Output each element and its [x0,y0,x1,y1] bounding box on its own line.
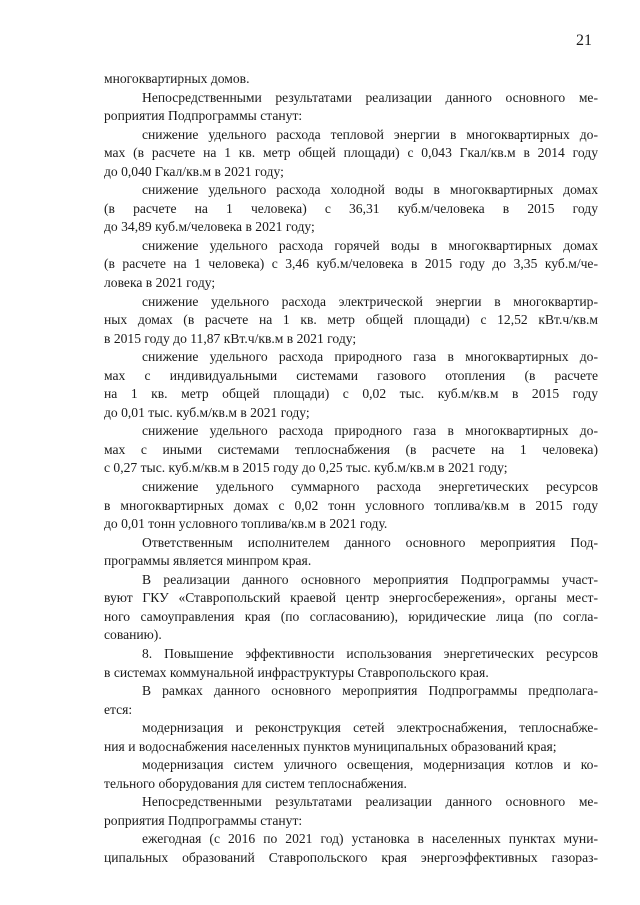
text-line: (в расчете на 1 человека) с 36,31 куб.м/человека в 2015 году [104,200,598,216]
text-line: вуют ГКУ «Ставропольский краевой центр энергосбережения», органы мест- [104,590,598,606]
text-line: сованию). [104,627,162,643]
text-line: многоквартирных домов. [104,71,250,86]
text-line: ципальных образований Ставропольского края энергоэффективных газораз- [104,849,598,865]
text-line: до 0,01 тыс. куб.м/кв.м в 2021 году; [104,404,310,420]
text-line: снижение удельного расхода природного газа в многоквартирных до- [142,349,598,365]
text-line: ния и водоснабжения населенных пунктов муниципальных образований края; [104,738,557,754]
text-line: роприятия Подпрограммы станут: [104,108,303,124]
text-line: (в расчете на 1 человека) с 3,46 куб.м/человека в 2015 году до 3,35 куб.м/че- [104,256,598,272]
text-line: в многоквартирных домах с 0,02 тонн условного топлива/кв.м в 2015 году [104,497,598,513]
text-line: снижение удельного расхода электрической энергии в многоквартир- [142,293,598,309]
text-line: роприятия Подпрограммы станут: [104,812,303,828]
text-line: снижение удельного расхода горячей воды в многоквартирных домах [142,237,598,253]
text-line: ется: [104,701,133,717]
text-line: снижение удельного расхода природного газа в многоквартирных до- [142,423,598,439]
text-line: мах с индивидуальными системами газового отопления (в расчете [104,367,598,383]
text-line: мах (в расчете на 1 кв. метр общей площади) с 0,043 Гкал/кв.м в 2014 году [104,145,598,161]
text-line: с 0,27 тыс. куб.м/кв.м в 2015 году до 0,25 тыс. куб.м/кв.м в 2021 году; [104,460,508,476]
text-line: ных домах (в расчете на 1 кв. метр общей площади) с 12,52 кВт.ч/кв.м [104,312,598,328]
text-line: снижение удельного расхода холодной воды в многоквартирных домах [142,182,598,198]
text-line: Ответственным исполнителем данного основного мероприятия Под- [142,534,598,550]
text-line: до 0,01 тонн условного топлива/кв.м в 2021 году. [104,516,388,532]
text-line: В реализации данного основного мероприятия Подпрограммы участ- [142,571,598,587]
text-line: в 2015 году до 11,87 кВт.ч/кв.м в 2021 году; [104,330,357,346]
text-line: программы является минпром края. [104,553,312,569]
text-line: до 0,040 Гкал/кв.м в 2021 году; [104,163,284,179]
text-line: В рамках данного основного мероприятия Подпрограммы предполага- [142,683,598,699]
text-line: модернизация систем уличного освещения, модернизация котлов и ко- [142,757,598,773]
body-text [104,70,598,868]
text-line: модернизация и реконструкция сетей электроснабжения, теплоснабже- [142,720,598,736]
text-line: тельного оборудования для систем теплоснабжения. [104,775,407,791]
text-line: до 34,89 куб.м/человека в 2021 году; [104,219,315,235]
text-line: на 1 кв. метр общей площади) с 0,02 тыс. куб.м/кв.м в 2015 году [104,386,598,402]
text-line: ного самоуправления края (по согласованию), юридические лица (по согла- [104,608,598,624]
text-line: мах с иными системами теплоснабжения (в расчете на 1 человека) [104,441,598,457]
text-line: ежегодная (с 2016 по 2021 год) установка в населенных пунктах муни- [142,831,598,847]
text-line: Непосредственными результатами реализации данного основного ме- [142,794,598,810]
page-number: 21 [576,32,592,49]
text-line: ловека в 2021 году; [104,275,216,291]
text-line: снижение удельного суммарного расхода энергетических ресурсов [142,479,598,495]
text-line: Непосредственными результатами реализации данного основного ме- [142,89,598,105]
text-line: 8. Повышение эффективности использования энергетических ресурсов [142,645,598,661]
text-line: в системах коммунальной инфраструктуры Ставропольского края. [104,664,489,680]
text-line: снижение удельного расхода тепловой энергии в многоквартирных до- [142,126,598,142]
